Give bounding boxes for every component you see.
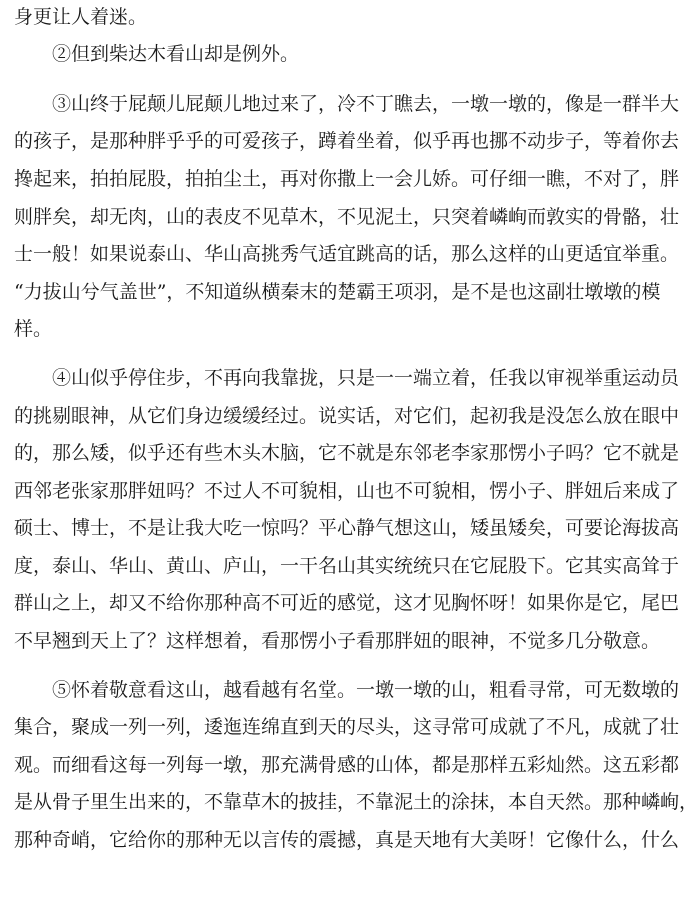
text-line: 那种奇峭，它给你的那种无以言传的震撼，真是天地有大美呀！它像什么，什么 bbox=[14, 829, 680, 851]
text-line: 样。 bbox=[14, 318, 53, 340]
text-line: 度，泰山、华山、黄山、庐山，一干名山其实统统只在它屁股下。它其实高耸于 bbox=[14, 555, 680, 577]
text-line: 士一般！如果说泰山、华山高挑秀气适宜跳高的话，那么这样的山更适宜举重。 bbox=[14, 243, 680, 265]
text-line: 的挑剔眼神，从它们身边缓缓经过。说实话，对它们，起初我是没怎么放在眼中 bbox=[14, 405, 680, 427]
text-line: 是从骨子里生出来的，不靠草木的披挂，不靠泥土的涂抹，本自天然。那种嶙峋， bbox=[14, 791, 698, 813]
text-line: 硕士、博士，不是让我大吃一惊吗？平心静气想这山，矮虽矮矣，可要论海拔高 bbox=[14, 517, 680, 539]
paragraph-3-line: ③山终于屁颠儿屁颠儿地过来了，冷不丁瞧去，一墩一墩的，像是一群半大 bbox=[52, 93, 680, 115]
text-line: 的孩子，是那种胖乎乎的可爱孩子，蹲着坐着，似乎再也挪不动步子，等着你去 bbox=[14, 130, 680, 152]
paragraph-5-line: ⑤怀着敬意看这山，越看越有名堂。一墩一墩的山，粗看寻常，可无数墩的 bbox=[52, 679, 680, 701]
paragraph-2-line: ②但到柴达木看山却是例外。 bbox=[52, 43, 300, 65]
text-line: 集合，聚成一列一列，逶迤连绵直到天的尽头，这寻常可成就了不凡，成就了壮 bbox=[14, 716, 680, 738]
text-line: 观。而细看这每一列每一墩，那充满骨感的山体，都是那样五彩灿然。这五彩都 bbox=[14, 754, 680, 776]
text-line: “力拔山兮气盖世”，不知道纵横秦末的楚霸王项羽，是不是也这副壮墩墩的模 bbox=[14, 281, 661, 303]
text-line: 西邻老张家那胖妞吗？不过人不可貌相，山也不可貌相，愣小子、胖妞后来成了 bbox=[14, 480, 680, 502]
text-line: 搀起来，拍拍屁股，拍拍尘土，再对你撒上一会儿娇。可仔细一瞧，不对了，胖 bbox=[14, 168, 680, 190]
text-line: 身更让人着迷。 bbox=[14, 6, 148, 28]
text-line: 不早翘到天上了？这样想着，看那愣小子看那胖妞的眼神，不觉多几分敬意。 bbox=[14, 630, 661, 652]
text-line: 群山之上，却又不给你那种高不可近的感觉，这才见胸怀呀！如果你是它，尾巴 bbox=[14, 592, 680, 614]
text-line: 的，那么矮，似乎还有些木头木脑，它不就是东邻老李家那愣小子吗？它不就是 bbox=[14, 442, 680, 464]
paragraph-4-line: ④山似乎停住步，不再向我靠拢，只是一一端立着，任我以审视举重运动员 bbox=[52, 367, 680, 389]
text-line: 则胖矣，却无肉，山的表皮不见草木，不见泥土，只突着嶙峋而敦实的骨骼，壮 bbox=[14, 206, 680, 228]
